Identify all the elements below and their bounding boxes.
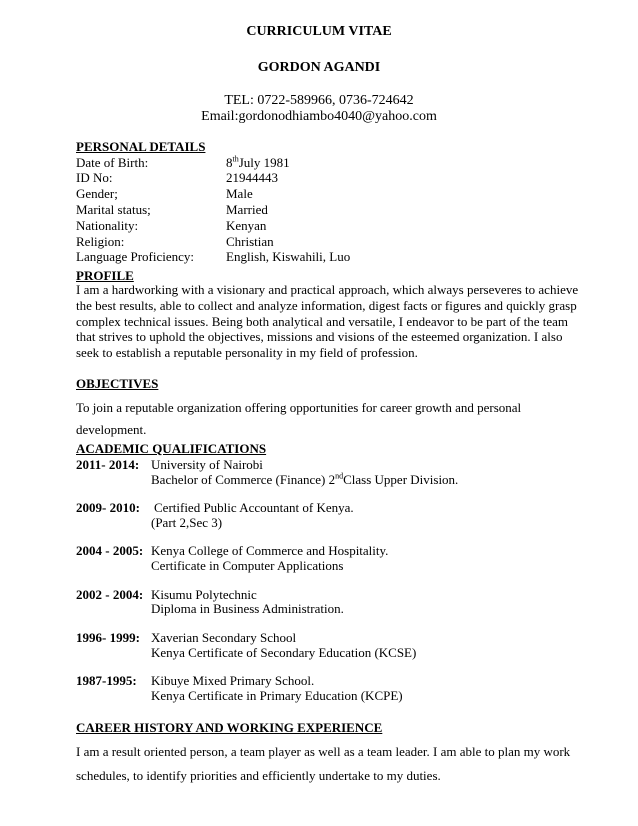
academic-institution: Kenya College of Commerce and Hospitality. bbox=[151, 543, 389, 558]
gender-label: Gender; bbox=[76, 186, 118, 201]
academic-institution: Xaverian Secondary School bbox=[151, 630, 297, 645]
academic-award: Bachelor of Commerce (Finance) 2ndClass Upper Division. bbox=[151, 471, 459, 487]
career-line: I am a result oriented person, a team player as well as a team leader. I am able to plan my work bbox=[76, 744, 571, 759]
profile-line: I am a hardworking with a visionary and practical approach, which always perseveres to achieve bbox=[76, 282, 579, 297]
academic-institution: University of Nairobi bbox=[151, 457, 263, 472]
religion-value: Christian bbox=[226, 234, 274, 249]
language-value: English, Kiswahili, Luo bbox=[226, 249, 351, 264]
gender-value: Male bbox=[226, 186, 253, 201]
personal-details-heading: PERSONAL DETAILS bbox=[76, 139, 206, 154]
academic-years: 2004 - 2005: bbox=[76, 543, 144, 558]
academic-institution: Kisumu Polytechnic bbox=[151, 587, 257, 602]
nationality-label: Nationality: bbox=[76, 218, 139, 233]
id-value: 21944443 bbox=[226, 170, 278, 185]
profile-line: that strives to uphold the objectives, missions and visions of the esteemed organization. I also bbox=[76, 329, 563, 344]
academic-award: Kenya Certificate of Secondary Education (KCSE) bbox=[151, 645, 417, 660]
academic-award: Kenya Certificate in Primary Education (KCPE) bbox=[151, 688, 403, 703]
academic-institution: Certified Public Accountant of Kenya. bbox=[154, 500, 354, 515]
profile-line: seek to establish a reputable personality in my field of profession. bbox=[76, 345, 418, 360]
phone-numbers: TEL: 0722-589966, 0736-724642 bbox=[224, 93, 414, 108]
academic-award: (Part 2,Sec 3) bbox=[151, 515, 223, 530]
marital-label: Marital status; bbox=[76, 202, 151, 217]
cv-title: CURRICULUM VITAE bbox=[246, 24, 392, 39]
academic-years: 2002 - 2004: bbox=[76, 587, 144, 602]
email-address: Email:gordonodhiambo4040@yahoo.com bbox=[201, 109, 437, 124]
career-line: schedules, to identify priorities and efficiently undertake to my duties. bbox=[76, 768, 441, 783]
objectives-line: development. bbox=[76, 422, 147, 437]
profile-line: the best results, able to collect and analyze information, digest facts or figures and quickly grasp bbox=[76, 298, 577, 313]
career-heading: CAREER HISTORY AND WORKING EXPERIENCE bbox=[76, 720, 383, 735]
religion-label: Religion: bbox=[76, 234, 125, 249]
academic-institution: Kibuye Mixed Primary School. bbox=[151, 673, 315, 688]
academic-years: 1996- 1999: bbox=[76, 630, 140, 645]
academic-award: Diploma in Business Administration. bbox=[151, 601, 344, 616]
id-label: ID No: bbox=[76, 170, 113, 185]
dob-value: 8thJuly 1981 bbox=[226, 154, 290, 170]
profile-line: complex technical issues. Being both analytical and versatile, I endeavor to be part of the team bbox=[76, 314, 569, 329]
dob-label: Date of Birth: bbox=[76, 155, 149, 170]
language-label: Language Proficiency: bbox=[76, 249, 195, 264]
objectives-line: To join a reputable organization offering opportunities for career growth and personal bbox=[76, 400, 522, 415]
candidate-name: GORDON AGANDI bbox=[257, 60, 381, 75]
academic-years: 2011- 2014: bbox=[76, 457, 140, 472]
academic-years: 2009- 2010: bbox=[76, 500, 140, 515]
marital-value: Married bbox=[226, 202, 268, 217]
objectives-heading: OBJECTIVES bbox=[76, 376, 159, 391]
nationality-value: Kenyan bbox=[226, 218, 267, 233]
profile-heading: PROFILE bbox=[76, 268, 134, 283]
academic-award: Certificate in Computer Applications bbox=[151, 558, 344, 573]
academic-years: 1987-1995: bbox=[76, 673, 137, 688]
academic-heading: ACADEMIC QUALIFICATIONS bbox=[76, 441, 267, 456]
